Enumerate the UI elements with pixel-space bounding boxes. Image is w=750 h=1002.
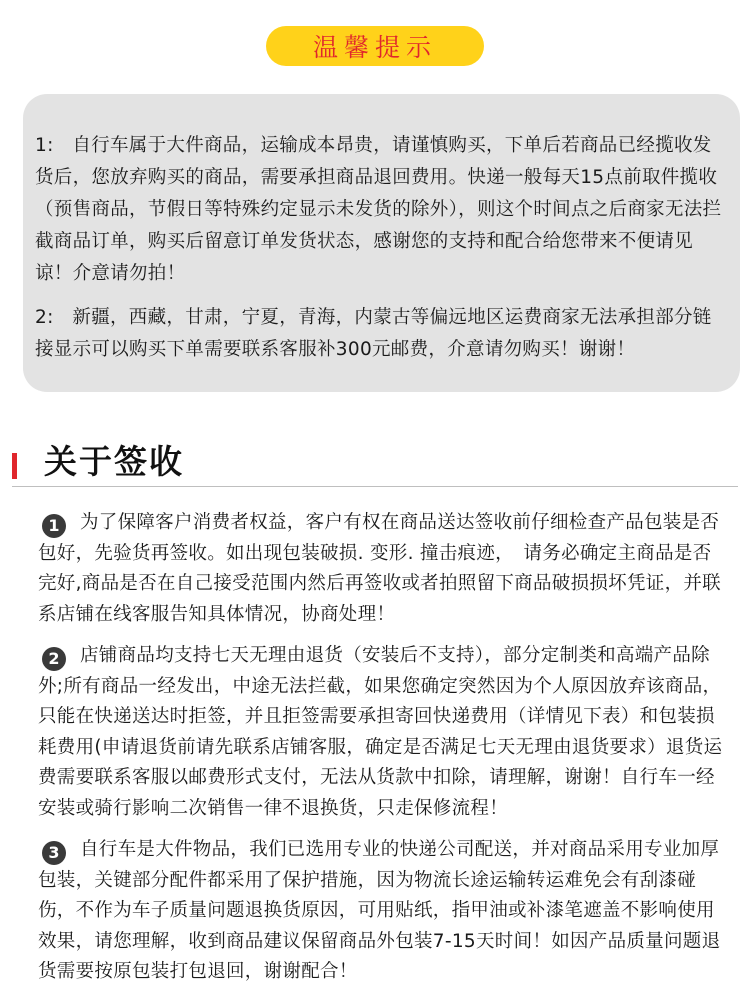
term-item-1	[38, 508, 730, 630]
notice-box	[23, 94, 740, 392]
number-2-icon: 2	[42, 647, 66, 671]
term-text-1: 为了保障客户消费者权益，客户有权在商品送达签收前仔细检查产品包装是否包好，先验货再签收。如出现包装破损. 变形. 撞击痕迹， 请务必确定主商品是否完好,商品是否在自己接受范围内然后再签收或者拍照留下商品破损损坏凭证，并联系店铺在线客服告知具体情况，协商处理！	[38, 512, 721, 625]
section-header	[12, 438, 738, 487]
term-item-3	[38, 835, 730, 988]
term-item-2	[38, 641, 730, 824]
warm-tip-banner	[266, 26, 484, 66]
section-title: 关于签收	[44, 442, 184, 481]
warm-tip-title: 温馨提示	[312, 33, 437, 62]
term-text-3: 自行车是大件物品，我们已选用专业的快递公司配送，并对商品采用专业加厚包装，关键部分配件都采用了保护措施，因为物流长途运输转运难免会有刮漆碰伤，不作为车子质量问题退换货原因，可用贴纸，指甲油或补漆笔遮盖不影响使用效果，请您理解，收到商品建议保留商品外包装7-15天时间！如因产品质量问题退货需要按原包装打包退回，谢谢配合！	[38, 839, 721, 982]
notice-item-1: 1: 自行车属于大件商品，运输成本昂贵，请谨慎购买，下单后若商品已经揽收发货后，您放弃购买的商品，需要承担商品退回费用。快递一般每天15点前取件揽收（预售商品，节假日等特殊约定显示未发货的除外），则这个时间点之后商家无法拦截商品订单，购买后留意订单发货状态，感谢您的支持和配合给您带来不便请见谅！介意请勿拍！	[35, 135, 722, 284]
terms-list	[38, 508, 730, 999]
notice-item-2: 2: 新疆，西藏，甘肃，宁夏，青海，内蒙古等偏远地区运费商家无法承担部分链接显示可以购买下单需要联系客服补300元邮费，介意请勿购买！谢谢！	[35, 307, 712, 360]
number-1-icon: 1	[42, 514, 66, 538]
section-accent-bar	[12, 453, 17, 479]
number-3-icon: 3	[42, 841, 66, 865]
term-text-2: 店铺商品均支持七天无理由退货（安装后不支持），部分定制类和高端产品除外;所有商品一经发出，中途无法拦截，如果您确定突然因为个人原因放弃该商品，只能在快递送达时拒签，并且拒签需要承担寄回快递费用（详情见下表）和包装损耗费用(申请退货前请先联系店铺客服，确定是否满足七天无理由退货要求）退货运费需要联系客服以邮费形式支付，无法从货款中扣除，请理解，谢谢！自行车一经安装或骑行影响二次销售一律不退换货，只走保修流程！	[38, 645, 723, 819]
